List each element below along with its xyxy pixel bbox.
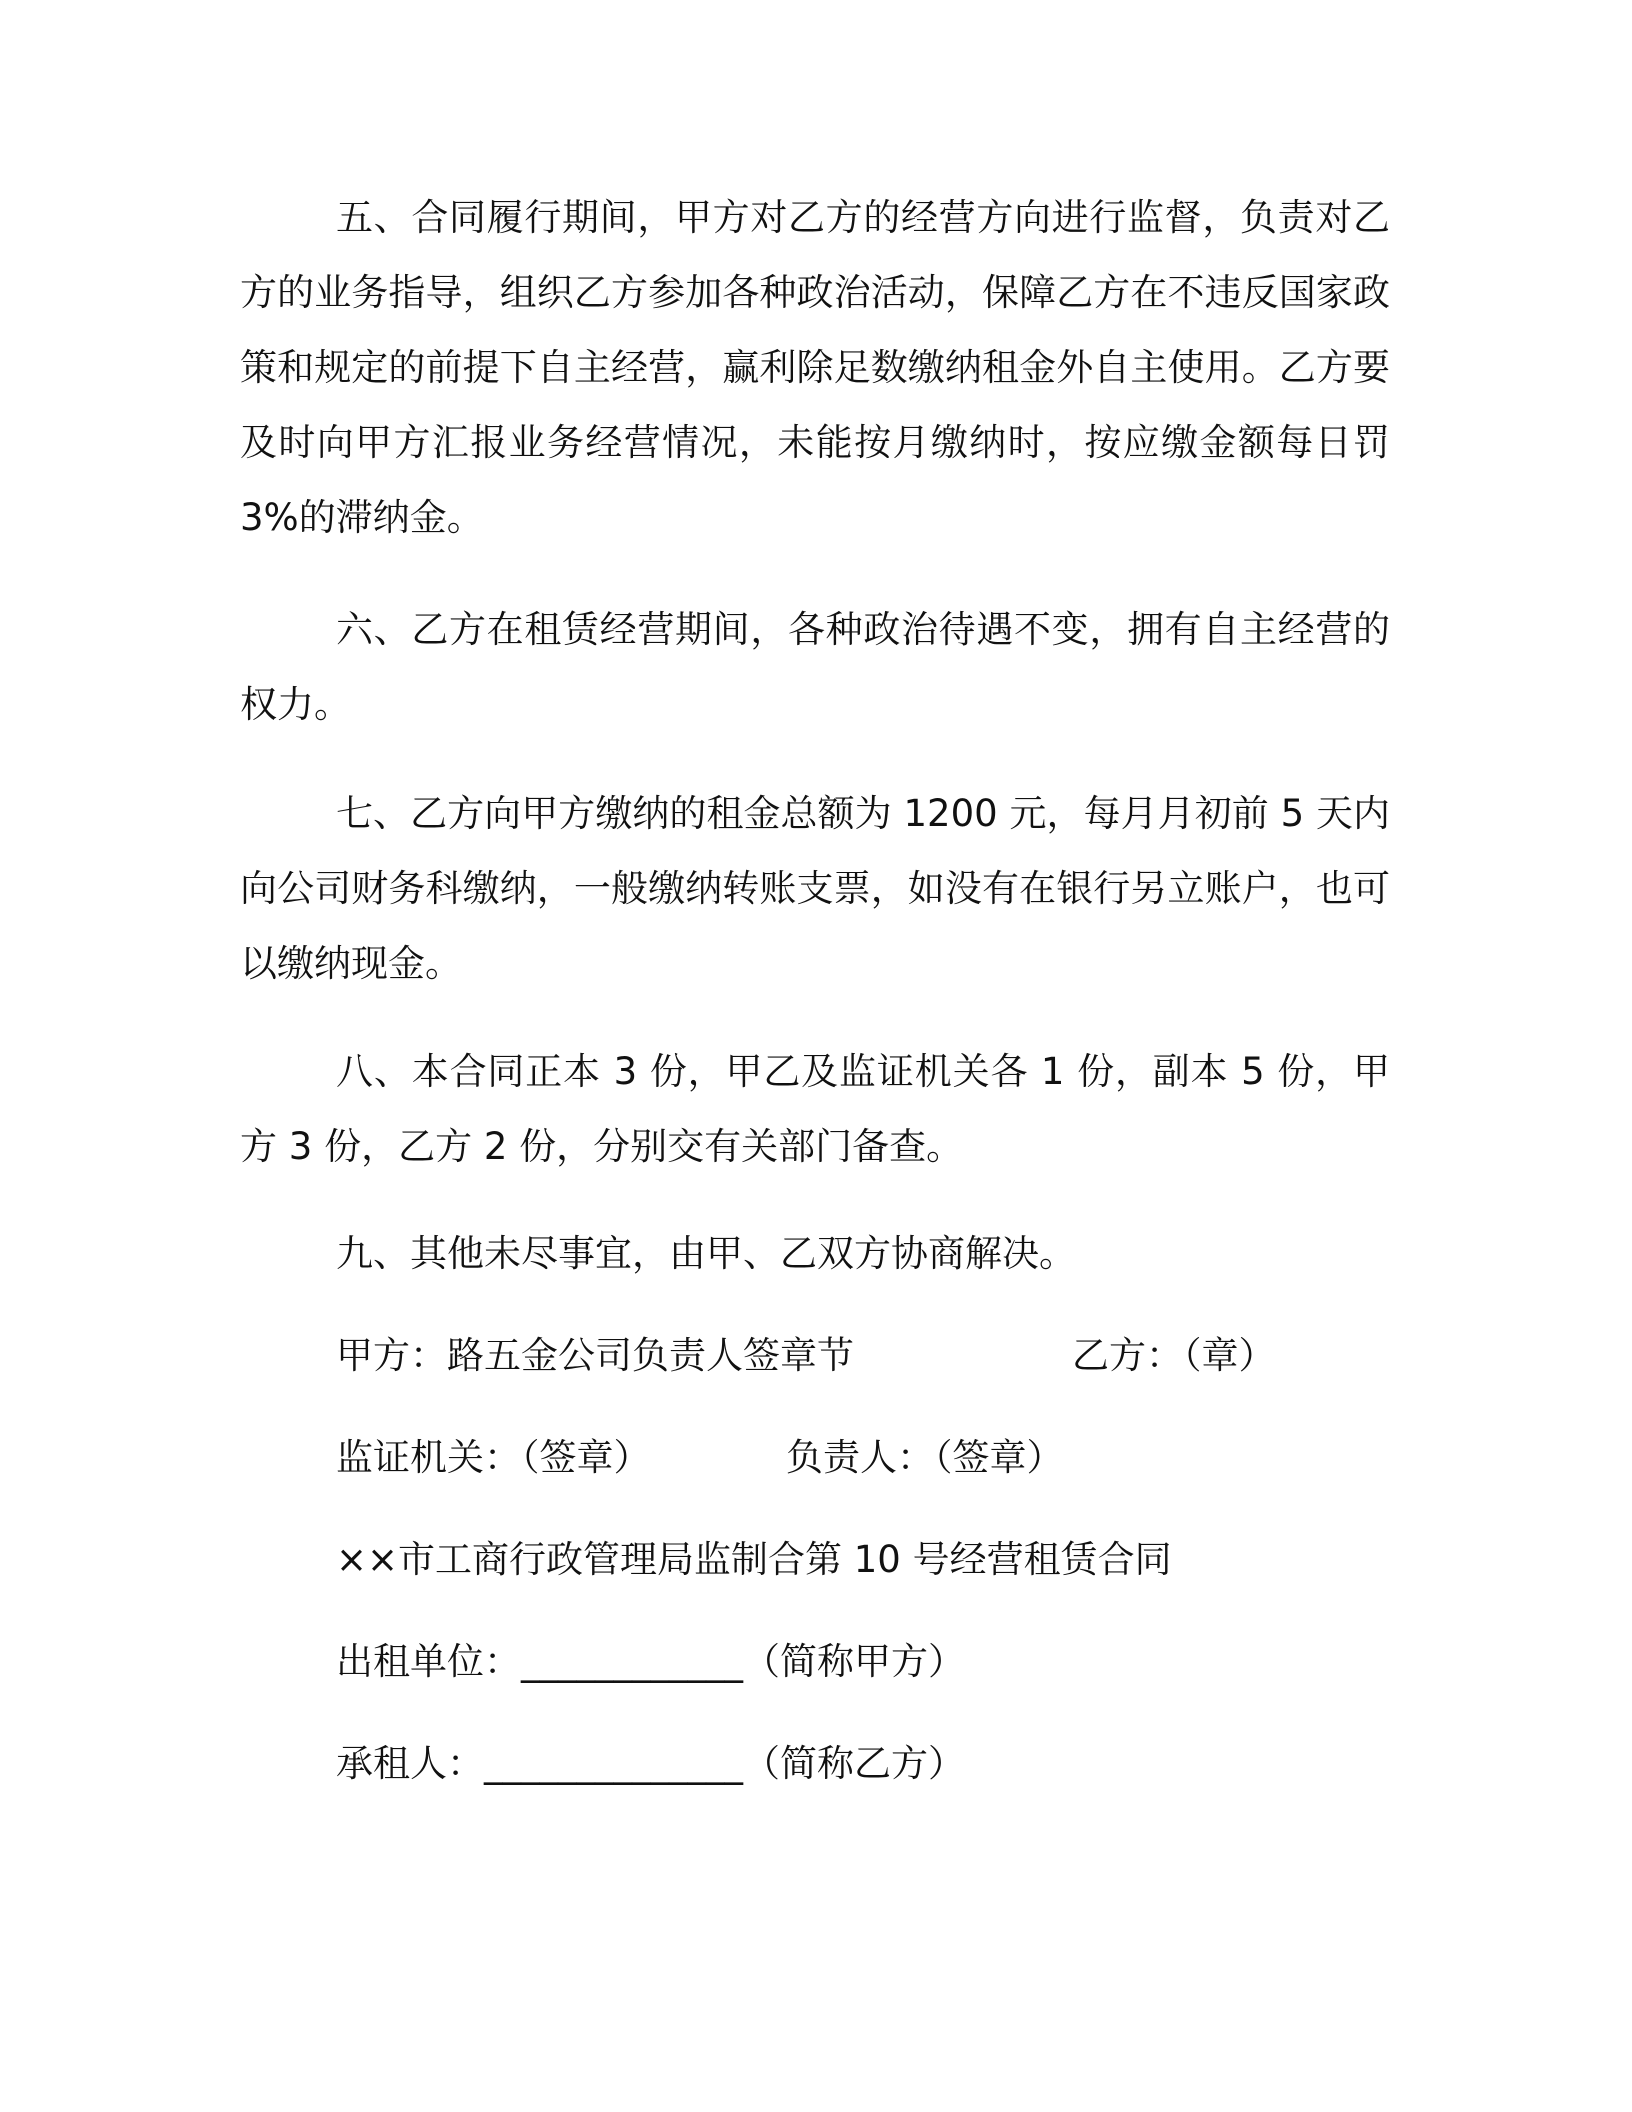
party-a-signature: 甲方：路五金公司负责人签章节 bbox=[336, 1334, 854, 1377]
lessor-field: 出租单位：____________（简称甲方） bbox=[336, 1640, 965, 1683]
clause-5: 五、合同履行期间，甲方对乙方的经营方向进行监督，负责对乙方的业务指导，组织乙方参加各种政治活动，保障乙方在不违反国家政策和规定的前提下自主经营，赢利除足数缴纳租金外自主使用。乙方要及时向甲方汇报业务经营情况，未能按月缴纳时，按应缴金额每日罚 3%的滞纳金。 bbox=[240, 196, 1390, 539]
clause-6: 六、乙方在租赁经营期间，各种政治待遇不变，拥有自主经营的权力。 bbox=[240, 608, 1390, 726]
person-in-charge-signature: 负责人：（签章） bbox=[786, 1436, 1064, 1479]
clause-8: 八、本合同正本 3 份，甲乙及监证机关各 1 份，副本 5 份，甲方 3 份，乙方 2 份，分别交有关部门备查。 bbox=[240, 1050, 1390, 1168]
lessee-field: 承租人：______________（简称乙方） bbox=[336, 1742, 965, 1785]
party-b-seal: 乙方：（章） bbox=[1072, 1334, 1276, 1377]
next-contract-title: ××市工商行政管理局监制合第 10 号经营租赁合同 bbox=[336, 1538, 1172, 1581]
clause-7: 七、乙方向甲方缴纳的租金总额为 1200 元，每月月初前 5 天内向公司财务科缴纳，一般缴纳转账支票，如没有在银行另立账户，也可以缴纳现金。 bbox=[240, 792, 1390, 985]
clause-9: 九、其他未尽事宜，由甲、乙双方协商解决。 bbox=[336, 1232, 1076, 1275]
authority-signature: 监证机关：（签章） bbox=[336, 1436, 651, 1479]
